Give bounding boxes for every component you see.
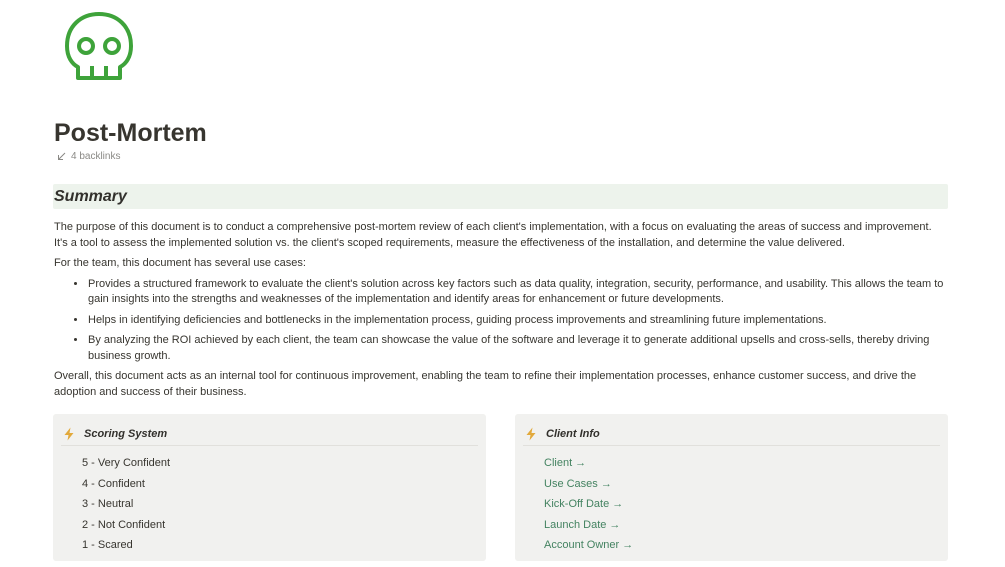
client-info-links — [544, 453, 633, 556]
backlinks-link[interactable] — [57, 151, 120, 162]
kick-off-date-link[interactable]: Kick-Off Date → — [544, 498, 624, 510]
client-info-title: Client Info — [546, 428, 600, 440]
summary-heading-block — [53, 184, 948, 209]
list-item: • Provides a structured framework to evaluate the client's solution across key factors such as data quality, integration, security, performance, and usability. This allows the team to gain insights into the strengths and weaknesses of the implementation and identify areas for enhancement or future developments. — [87, 277, 947, 308]
scoring-system-title: Scoring System — [84, 428, 168, 440]
score-item: 3 - Neutral — [82, 498, 134, 510]
summary-content — [54, 220, 947, 405]
score-item: 5 - Very Confident — [82, 457, 171, 469]
callout-header — [523, 423, 940, 446]
scoring-list — [82, 453, 170, 556]
arrow-down-left-icon — [57, 152, 66, 161]
page-title: Post-Mortem — [54, 119, 207, 147]
client-info-callout — [515, 414, 948, 561]
score-item: 2 - Not Confident — [82, 518, 166, 531]
summary-heading: Summary — [54, 188, 127, 205]
launch-date-link[interactable]: Launch Date → — [544, 518, 621, 531]
lightning-bolt-icon — [525, 427, 537, 441]
use-cases-link[interactable]: Use Cases → — [544, 477, 612, 490]
lightning-bolt-icon — [63, 427, 75, 441]
list-item: • Helps in identifying deficiencies and bottlenecks in the implementation process, guiding process improvements and streamlining future implementations. — [87, 313, 947, 329]
skull-icon — [62, 10, 136, 82]
summary-conclusion: Overall, this document acts as an internal tool for continuous improvement, enabling the team to refine their implementation processes, enhance customer success, and drive the adoption and success of their business. — [54, 370, 917, 398]
backlinks-label: 4 backlinks — [71, 151, 121, 162]
score-item: 4 - Confident — [82, 477, 145, 490]
score-item: 1 - Scared — [82, 539, 133, 551]
account-owner-link[interactable]: Account Owner → — [544, 539, 634, 551]
callout-header — [61, 423, 478, 446]
list-item: • By analyzing the ROI achieved by each client, the team can showcase the value of the software and leverage it to generate additional upsells and cross-sells, thereby driving business growth. — [87, 333, 947, 364]
use-cases-intro: For the team, this document has several use cases: — [54, 257, 306, 269]
client-link[interactable]: Client → — [544, 457, 587, 469]
use-cases-list — [54, 277, 947, 365]
scoring-system-callout — [53, 414, 486, 561]
summary-intro: The purpose of this document is to conduct a comprehensive post-mortem review of each client's implementation, with a focus on evaluating the areas of success and improvement. It's a tool to assess the implemented solution vs. the client's scoped requirements, measure the effectiveness of the installation, and determine the value delivered. — [54, 221, 932, 249]
